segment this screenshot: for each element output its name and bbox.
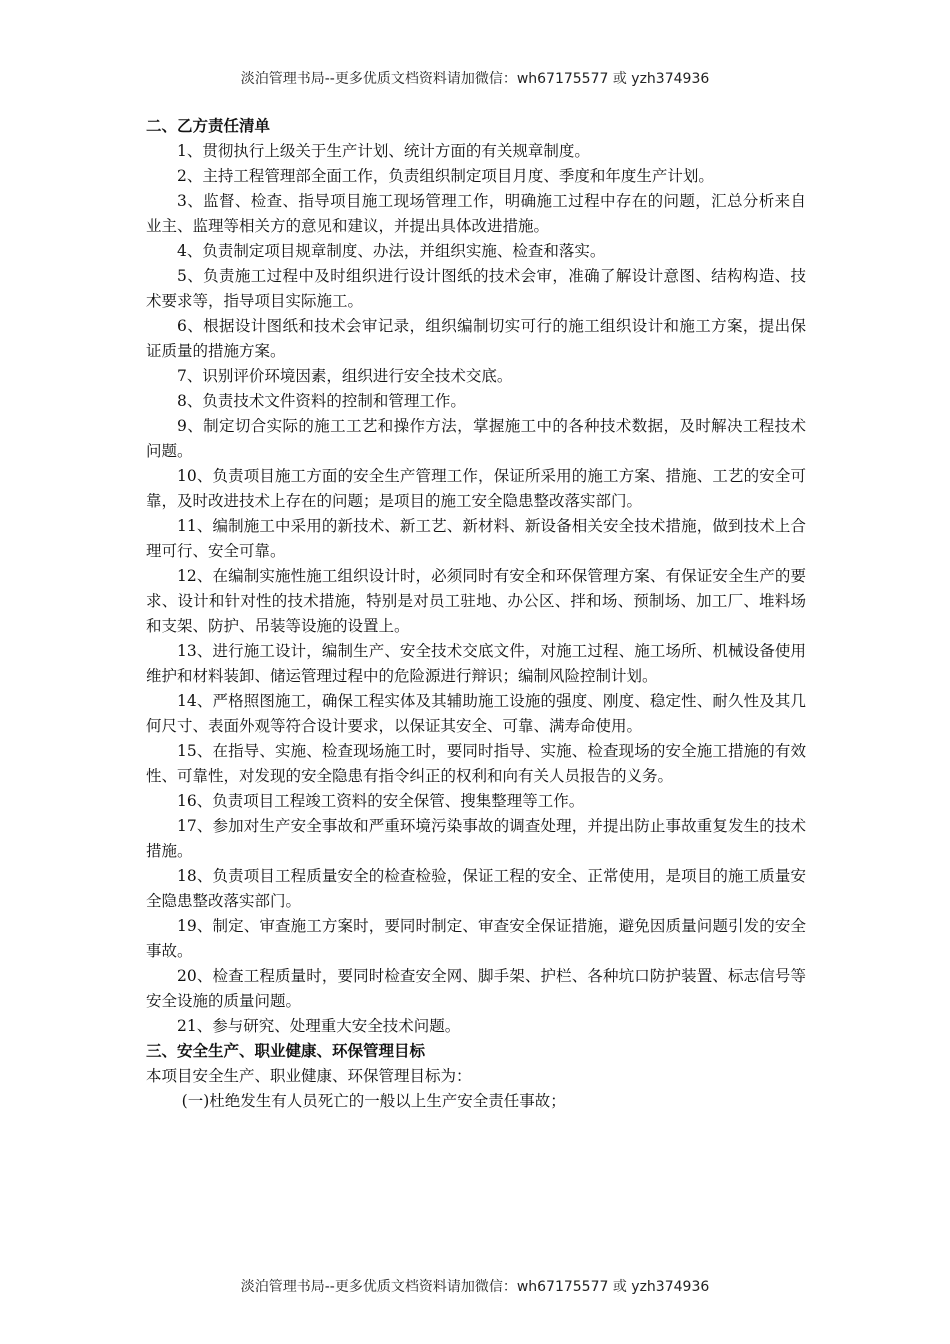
page-footer: 淡泊管理书局--更多优质文档资料请加微信：wh67175577 或 yzh374936 <box>240 1279 710 1295</box>
page-header: 淡泊管理书局--更多优质文档资料请加微信：wh67175577 或 yzh374936 <box>240 71 710 87</box>
section-heading-responsibilities: 二、乙方责任清单 <box>146 117 271 135</box>
list-item: 2、主持工程管理部全面工作，负责组织制定项目月度、季度和年度生产计划。 <box>177 167 714 185</box>
list-item: 9、制定切合实际的施工工艺和操作方法，掌握施工中的各种技术数据，及时解决工程技术问题。 <box>146 417 806 460</box>
list-item: 21、参与研究、处理重大安全技术问题。 <box>177 1017 461 1035</box>
list-item: 7、识别评价环境因素，组织进行安全技术交底。 <box>177 367 513 385</box>
section-heading-targets: 三、安全生产、职业健康、环保管理目标 <box>146 1042 426 1060</box>
list-item: 4、负责制定项目规章制度、办法，并组织实施、检查和落实。 <box>177 242 606 260</box>
list-item: 18、负责项目工程质量安全的检查检验，保证工程的安全、正常使用，是项目的施工质量安全隐患整改落实部门。 <box>146 867 806 910</box>
list-item: 8、负责技术文件资料的控制和管理工作。 <box>177 392 466 410</box>
list-item: 17、参加对生产安全事故和严重环境污染事故的调查处理，并提出防止事故重复发生的技术措施。 <box>146 817 806 860</box>
list-item: 1、贯彻执行上级关于生产计划、统计方面的有关规章制度。 <box>177 142 590 160</box>
list-item: 12、在编制实施性施工组织设计时，必须同时有安全和环保管理方案、有保证安全生产的要求、设计和针对性的技术措施，特别是对员工驻地、办公区、拌和场、预制场、加工厂、堆料场和支架、防护、吊装等设施的设置上。 <box>146 567 806 635</box>
list-item: 13、进行施工设计，编制生产、安全技术交底文件，对施工过程、施工场所、机械设备使用维护和材料装卸、储运管理过程中的危险源进行辩识；编制风险控制计划。 <box>146 642 806 685</box>
list-item: 10、负责项目施工方面的安全生产管理工作，保证所采用的施工方案、措施、工艺的安全可靠，及时改进技术上存在的问题；是项目的施工安全隐患整改落实部门。 <box>146 467 806 510</box>
target-item: (一)杜绝发生有人员死亡的一般以上生产安全责任事故； <box>181 1092 566 1110</box>
list-item: 15、在指导、实施、检查现场施工时，要同时指导、实施、检查现场的安全施工措施的有效性、可靠性，对发现的安全隐患有指令纠正的权利和向有关人员报告的义务。 <box>146 742 806 785</box>
list-item: 19、制定、审查施工方案时，要同时制定、审查安全保证措施，避免因质量问题引发的安全事故。 <box>146 917 806 960</box>
list-item: 20、检查工程质量时，要同时检查安全网、脚手架、护栏、各种坑口防护装置、标志信号等安全设施的质量问题。 <box>146 967 806 1010</box>
list-item: 3、监督、检查、指导项目施工现场管理工作，明确施工过程中存在的问题，汇总分析来自业主、监理等相关方的意见和建议，并提出具体改进措施。 <box>146 192 806 235</box>
list-item: 14、严格照图施工，确保工程实体及其辅助施工设施的强度、刚度、稳定性、耐久性及其几何尺寸、表面外观等符合设计要求，以保证其安全、可靠、满寿命使用。 <box>146 692 806 735</box>
list-item: 11、编制施工中采用的新技术、新工艺、新材料、新设备相关安全技术措施，做到技术上合理可行、安全可靠。 <box>146 517 806 560</box>
list-item: 6、根据设计图纸和技术会审记录，组织编制切实可行的施工组织设计和施工方案，提出保证质量的措施方案。 <box>146 317 806 360</box>
section-intro: 本项目安全生产、职业健康、环保管理目标为： <box>146 1067 472 1085</box>
list-item: 5、负责施工过程中及时组织进行设计图纸的技术会审，准确了解设计意图、结构构造、技术要求等，指导项目实际施工。 <box>146 267 806 310</box>
list-item: 16、负责项目工程竣工资料的安全保管、搜集整理等工作。 <box>177 792 585 810</box>
document-body <box>146 114 806 1114</box>
